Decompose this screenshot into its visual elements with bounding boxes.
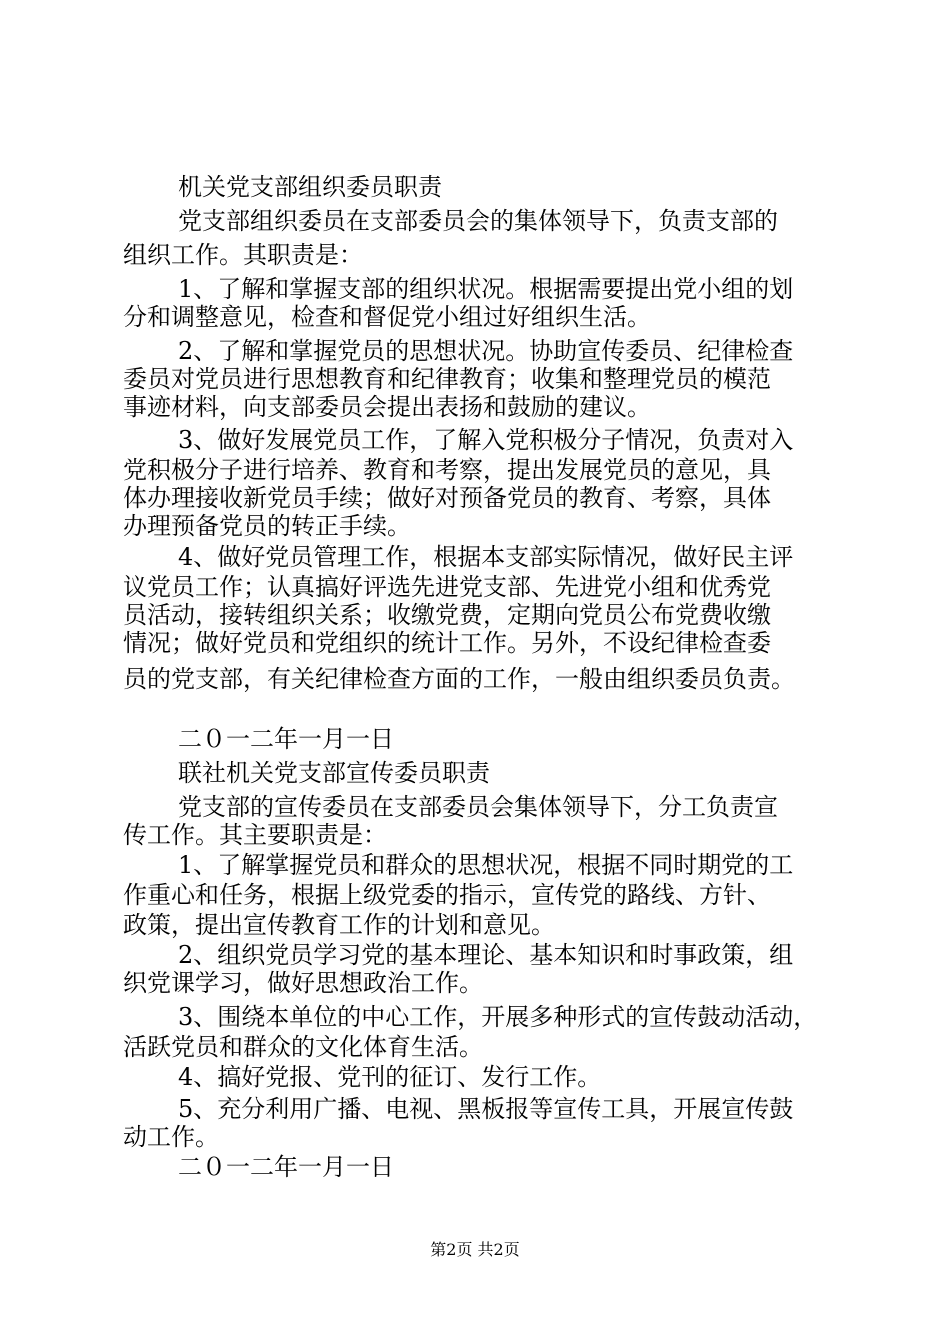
section1-title: 机关党支部组织委员职责 [178,173,442,201]
section1-intro-line1: 党支部组织委员在支部委员会的集体领导下，负责支部的 [178,207,778,235]
section2-item2-line2: 织党课学习，做好思想政治工作。 [123,969,483,997]
section2-intro-line1: 党支部的宣传委员在支部委员会集体领导下，分工负责宣 [178,793,778,821]
section1-item3-line4: 办理预备党员的转正手续。 [123,512,411,540]
section1-item4-line5: 员的党支部，有关纪律检查方面的工作，一般由组织委员负责。 [123,665,795,693]
section2-item5-line2: 动工作。 [123,1123,219,1151]
section2-item1-line3: 政策，提出宣传教育工作的计划和意见。 [123,911,555,939]
section1-item4-line1: 4、做好党员管理工作，根据本支部实际情况，做好民主评 [178,543,794,571]
section1-item2-line2: 委员对党员进行思想教育和纪律教育；收集和整理党员的模范 [123,365,771,393]
section2-item2-line1: 2、组织党员学习党的基本理论、基本知识和时事政策，组 [178,941,794,969]
section1-item2-line3: 事迹材料，向支部委员会提出表扬和鼓励的建议。 [123,393,651,421]
section1-item1-line1: 1、了解和掌握支部的组织状况。根据需要提出党小组的划 [178,275,794,303]
section2-item5-line1: 5、充分利用广播、电视、黑板报等宣传工具，开展宣传鼓 [178,1095,794,1123]
section1-date: 二０一二年一月一日 [178,725,394,753]
section2-item1-line1: 1、了解掌握党员和群众的思想状况，根据不同时期党的工 [178,851,794,879]
section1-item1-line2: 分和调整意见，检查和督促党小组过好组织生活。 [123,303,651,331]
section1-item3-line3: 体办理接收新党员手续；做好对预备党员的教育、考察，具体 [123,484,771,512]
section1-intro-line2: 组织工作。其职责是： [123,241,363,269]
section2-intro-line2: 传工作。其主要职责是： [123,821,387,849]
section2-item1-line2: 作重心和任务，根据上级党委的指示，宣传党的路线、方针、 [123,881,771,909]
section1-item4-line4: 情况；做好党员和党组织的统计工作。另外，不设纪律检查委 [123,629,771,657]
section2-title: 联社机关党支部宣传委员职责 [178,759,490,787]
section1-item4-line3: 员活动，接转组织关系；收缴党费，定期向党员公布党费收缴 [123,601,771,629]
section1-item3-line2: 党积极分子进行培养、教育和考察，提出发展党员的意见，具 [123,456,771,484]
section2-item4-line1: 4、搞好党报、党刊的征订、发行工作。 [178,1063,602,1091]
section2-item3-line1: 3、围绕本单位的中心工作，开展多种形式的宣传鼓动活动， [178,1003,818,1031]
section2-date: 二０一二年一月一日 [178,1153,394,1181]
page-number-footer: 第2页 共2页 [430,1240,520,1259]
section1-item2-line1: 2、了解和掌握党员的思想状况。协助宣传委员、纪律检查 [178,337,794,365]
section2-item3-line2: 活跃党员和群众的文化体育生活。 [123,1033,483,1061]
section1-item3-line1: 3、做好发展党员工作，了解入党积极分子情况，负责对入 [178,426,794,454]
section1-item4-line2: 议党员工作；认真搞好评选先进党支部、先进党小组和优秀党 [123,573,771,601]
